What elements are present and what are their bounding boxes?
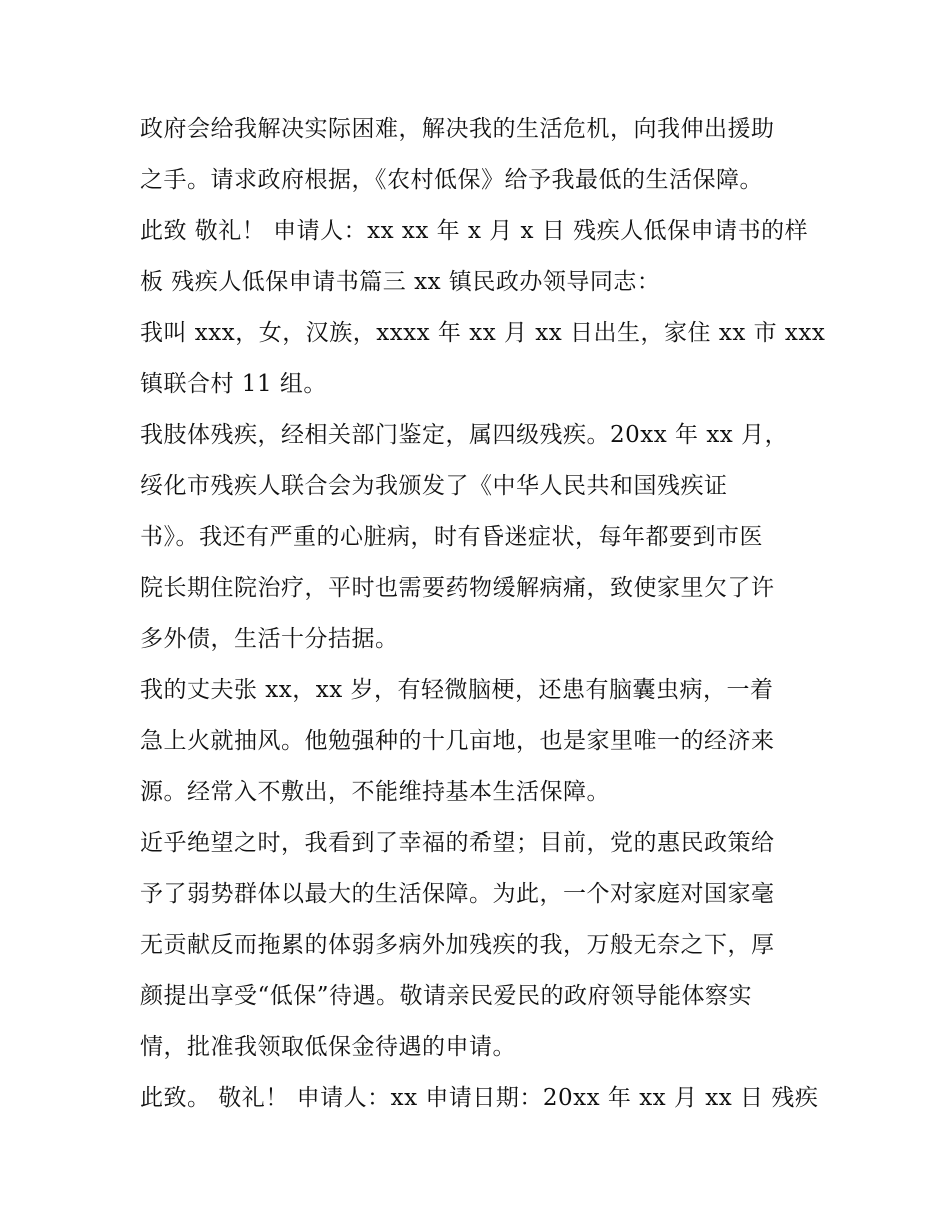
text-line: 镇联合村 11 组。 [140,371,327,397]
text-line: 我肢体残疾，经相关部门鉴定，属四级残疾。20xx 年 xx 月， [140,422,789,448]
text-line: 我叫 xxx，女，汉族，xxxx 年 xx 月 xx 日出生，家住 xx 市 xxx [140,320,826,346]
text-line: 近乎绝望之时，我看到了幸福的希望；目前，党的惠民政策给 [140,830,775,856]
text-line: 无贡献反而拖累的体弱多病外加残疾的我，万般无奈之下，厚 [140,932,775,958]
text-line: 急上火就抽风。他勉强种的十几亩地，也是家里唯一的经济来 [140,728,775,754]
text-line: 此致 敬礼！ 申请人：xx xx 年 x 月 x 日 残疾人低保申请书的样 [140,218,809,244]
text-line: 情，批准我领取低保金待遇的申请。 [140,1034,516,1060]
text-line: 我的丈夫张 xx，xx 岁，有轻微脑梗，还患有脑囊虫病，一着 [140,677,774,703]
text-line: 绥化市残疾人联合会为我颁发了《中华人民共和国残疾证 [140,473,728,499]
text-line: 此致。 敬礼！ 申请人：xx 申请日期：20xx 年 xx 月 xx 日 残疾 [140,1085,819,1111]
text-line: 予了弱势群体以最大的生活保障。为此，一个对家庭对国家毫 [140,881,775,907]
text-line: 书》。我还有严重的心脏病，时有昏迷症状，每年都要到市医 [140,524,763,550]
text-line: 板 残疾人低保申请书篇三 xx 镇民政办领导同志： [140,269,661,295]
text-line: 颜提出享受“低保”待遇。敬请亲民爱民的政府领导能体察实 [140,983,753,1009]
document-body [140,104,826,1124]
text-line: 源。经常入不敷出，不能维持基本生活保障。 [140,779,610,805]
text-line: 之手。请求政府根据，《农村低保》给予我最低的生活保障。 [140,167,763,193]
text-line: 多外债，生活十分拮据。 [140,626,399,652]
text-line: 院长期住院治疗，平时也需要药物缓解病痛，致使家里欠了许 [140,575,775,601]
text-line: 政府会给我解决实际困难，解决我的生活危机，向我伸出援助 [140,116,775,142]
